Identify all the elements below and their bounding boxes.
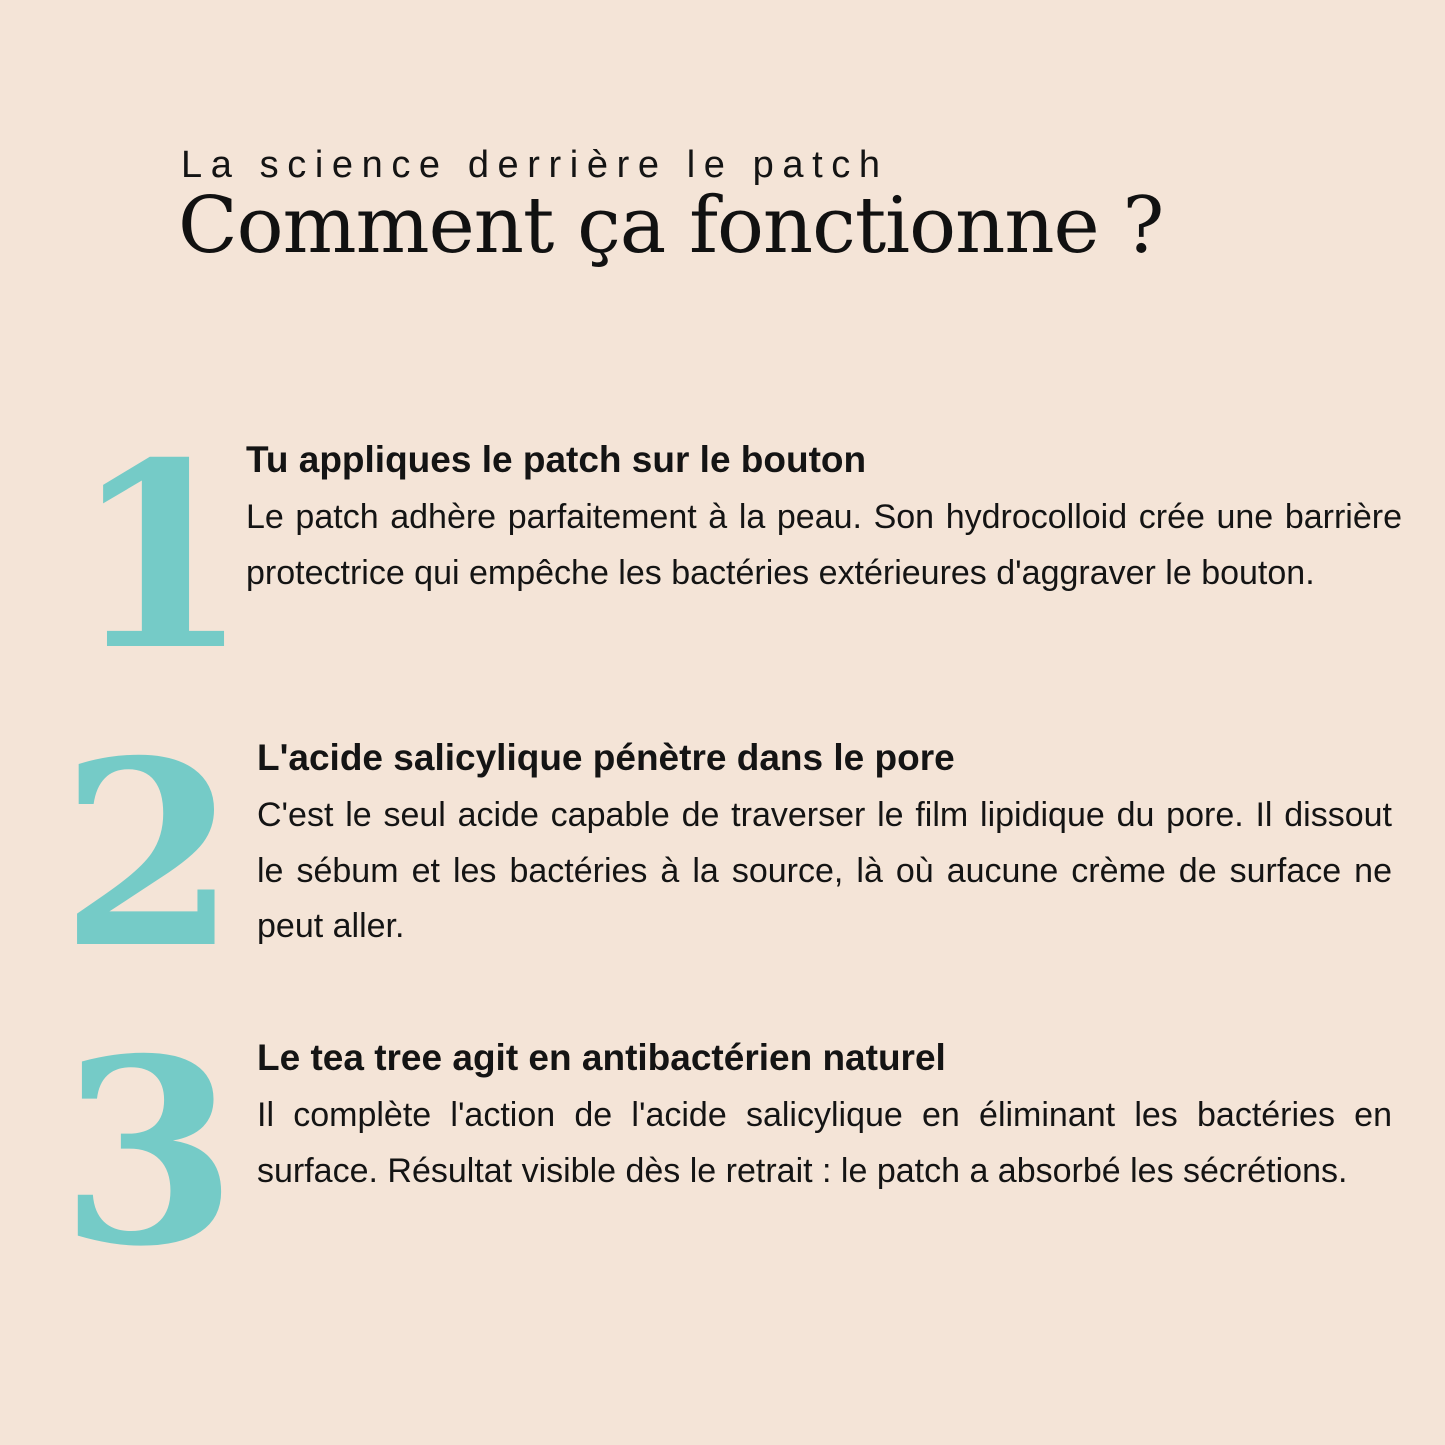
step-number-1: 1: [72, 408, 250, 707]
step-description: Il complète l'action de l'acide salicylique en éliminant les bactéries en surface. Résultat visible dès le retrait : le patch a absorbé les sécrétions.: [257, 1096, 1392, 1190]
step-1: [246, 436, 1402, 601]
page-title: Comment ça fonctionne ?: [178, 181, 1164, 271]
step-description: C'est le seul acide capable de traverser le film lipidique du pore. Il dissout le sébum et les bactéries à la source, là où aucune crème de surface ne peut aller.: [257, 796, 1392, 945]
step-title: L'acide salicylique pénètre dans le pore: [257, 737, 955, 778]
step-description: Le patch adhère parfaitement à la peau. Son hydrocolloid crée une barrière protectrice qui empêche les bactéries extérieures d'aggraver le bouton.: [246, 498, 1402, 592]
step-2: [257, 734, 1392, 955]
step-title: Le tea tree agit en antibactérien naturel: [257, 1037, 946, 1078]
step-number-3: 3: [60, 1004, 238, 1303]
section-kicker: La science derrière le patch: [181, 144, 889, 186]
step-number-2: 2: [60, 706, 238, 1005]
step-3: [257, 1034, 1392, 1199]
step-title: Tu appliques le patch sur le bouton: [246, 439, 867, 480]
